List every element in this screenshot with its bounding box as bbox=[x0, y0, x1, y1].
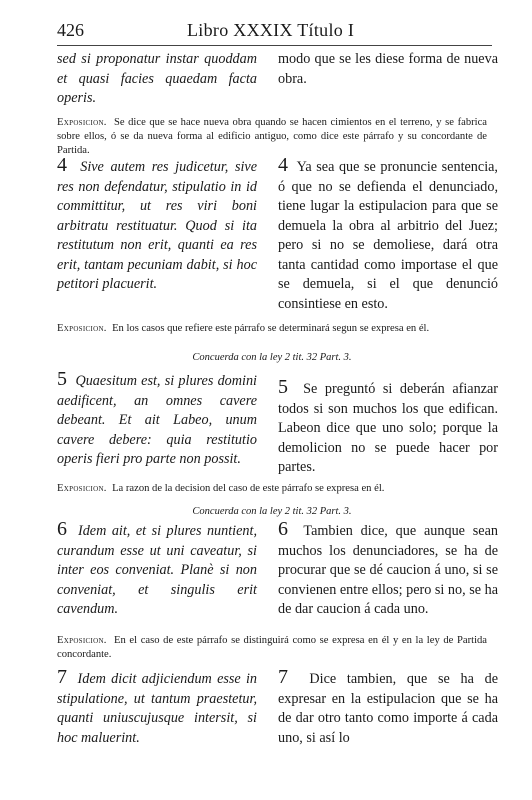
section-number: 5 bbox=[278, 376, 288, 398]
spanish-column: 6 Tambien dice, que aunque sean muchos los denunciadores, se ha de procurar que se dé caucion á uno, si se convienen entre ellos; pero si no, se ha de dar caucion á cada uno. bbox=[278, 518, 498, 617]
latin-column: 6 Idem ait, et si plures nuntient, curandum esse ut uni caveatur, si inter eos conveniat. Planè si non conveniat, et singulis erit cavendum. bbox=[57, 518, 258, 617]
section-number: 6 bbox=[278, 518, 288, 540]
latin-column: 7 Idem dicit adjiciendum esse in stipulatione, ut tantum praestetur, quanti uniuscujusque intersit, si hoc maluerint. bbox=[57, 666, 258, 746]
latin-column: 5 Quaesitum est, si plures domini aedificent, an omnes cavere debeant. Et ait Labeo, unum cavere debere: quia restitutio operis fieri pro parte non possit. bbox=[57, 368, 257, 467]
spanish-column: 5 Se preguntó si deberán afianzar todos si son muchos los que edifican. Labeon dice que uno solo; porque la demolicion no se puede hacer por partes. bbox=[278, 376, 499, 475]
concordance-line: Concuerda con la ley 2 tit. 32 Part. 3. bbox=[192, 352, 352, 363]
section-number: 5 bbox=[57, 368, 67, 390]
exposicion-label: Exposicion. bbox=[57, 323, 107, 334]
page-number: 426 bbox=[57, 20, 84, 40]
section-6 bbox=[57, 520, 497, 625]
section-5 bbox=[57, 368, 499, 475]
latin-column: sed si proponatur instar quoddam et quasi facies quaedam facta operis. bbox=[57, 51, 257, 106]
spanish-column: 7 Dice tambien, que se ha de expresar en la estipulacion que se ha de dar otro tanto como importe á cada uno, si así lo bbox=[278, 666, 499, 746]
exposicion-note bbox=[57, 482, 487, 496]
exposicion-note bbox=[57, 322, 487, 336]
exposicion-label: Exposicion. bbox=[57, 117, 107, 128]
page-header bbox=[57, 20, 492, 44]
running-title: Libro XXXIX Título I bbox=[187, 20, 355, 40]
exposicion-text: En el caso de este párrafo se distinguirá como se expresa en él y en la ley de Partida concordante. bbox=[57, 635, 488, 660]
exposicion-text: En los casos que refiere este párrafo se determinará segun se expresa en él. bbox=[112, 323, 430, 334]
continuation-block bbox=[57, 50, 497, 110]
latin-column: 4 Sive autem res judicetur, sive res non defendatur, stipulatio in id committitur, ut res viri boni arbitratu restituatur. Quod si ita restitutum non erit, quanti ea res erit, tantam pecuniam dabit, si hoc petitori placuerit. bbox=[57, 154, 258, 292]
concordance-line: Concuerda con la ley 2 tit. 32 Part. 3. bbox=[192, 506, 352, 517]
section-4 bbox=[57, 156, 497, 316]
section-number: 6 bbox=[57, 518, 67, 540]
section-number: 7 bbox=[57, 666, 67, 688]
spanish-column: 4 Ya sea que se pronuncie sentencia, ó que no se defienda el denunciado, tiene lugar la estipulacion para que se demuela la obra al arbitrio del Juez; pero si no se demoliese, dará otra tanta cantidad como importase el que se demuela, si el que denunció consintiese en esto. bbox=[278, 154, 498, 312]
exposicion-text: Se dice que se hace nueva obra quando se hacen cimientos en el terreno, y se fabrica sobre ellos, ó se da nueva forma al edificio antiguo, como dice este párrafo y su concordante de Partida. bbox=[57, 117, 488, 156]
exposicion-text: La razon de la decision del caso de este párrafo se expresa en él. bbox=[112, 483, 385, 494]
section-number: 4 bbox=[57, 154, 67, 176]
section-7 bbox=[57, 668, 497, 758]
section-number: 7 bbox=[278, 666, 288, 688]
exposicion-note bbox=[57, 116, 487, 158]
header-rule bbox=[57, 45, 492, 46]
spanish-column: modo que se les diese forma de nueva obra. bbox=[278, 51, 498, 87]
exposicion-label: Exposicion. bbox=[57, 483, 107, 494]
exposicion-note bbox=[57, 634, 487, 662]
exposicion-label: Exposicion. bbox=[57, 635, 107, 646]
section-number: 4 bbox=[278, 154, 288, 176]
